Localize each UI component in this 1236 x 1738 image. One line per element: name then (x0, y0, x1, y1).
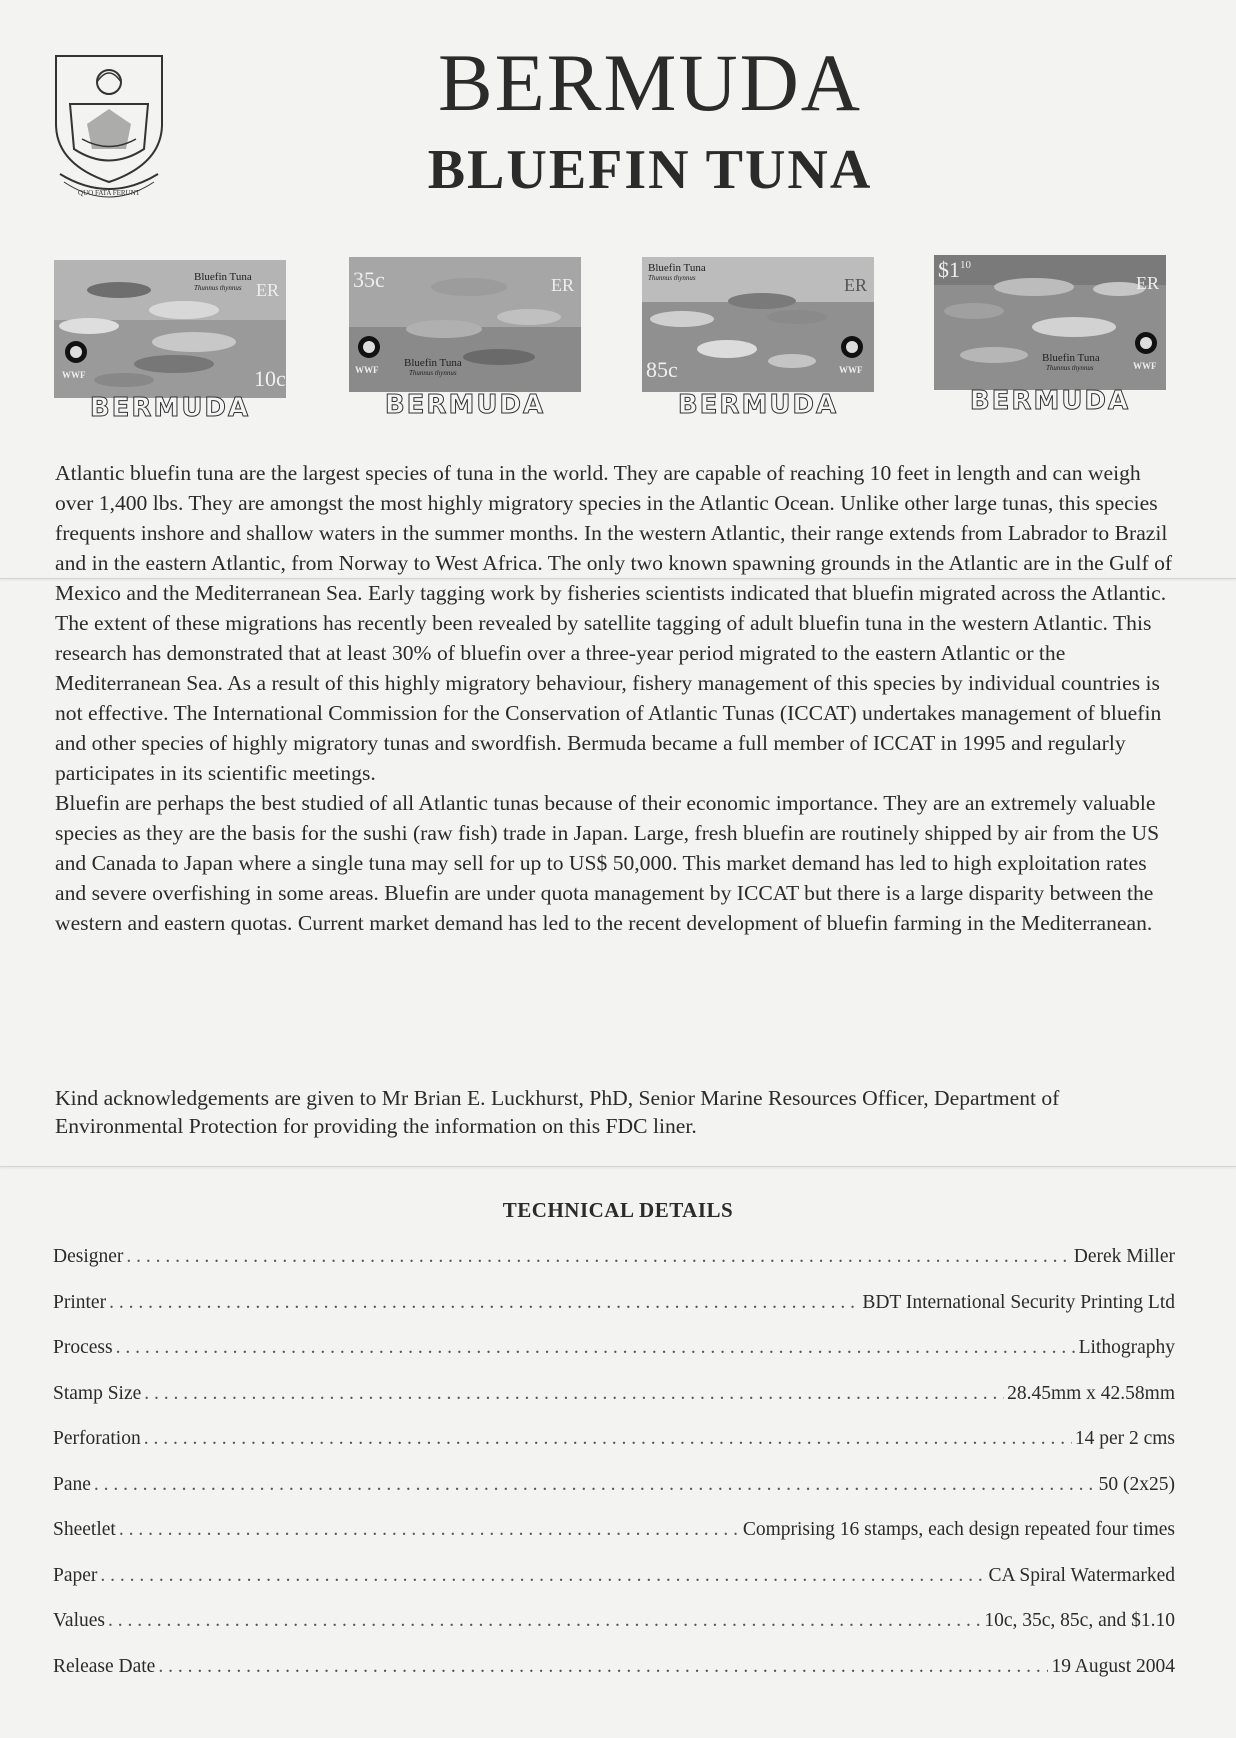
svg-text:Thunnus thynnus: Thunnus thynnus (1046, 364, 1094, 372)
acknowledgement: Kind acknowledgements are given to Mr Brian E. Luckhurst, PhD, Senior Marine Resources Officer, Department of Environmental Protection for providing the information on this FDC liner. (55, 1086, 1060, 1138)
svg-text:BERMUDA: BERMUDA (384, 390, 546, 417)
svg-text:BERMUDA: BERMUDA (969, 386, 1131, 415)
detail-row-sheetlet: Sheetlet . . . Comprising 16 stamps, each design repeated four times (53, 1519, 1175, 1565)
detail-row-designer: Designer . . . Derek Miller (53, 1246, 1175, 1292)
paragraph: Bluefin are perhaps the best studied of all Atlantic tunas because of their economic importance. They are an extremely valuable species as they are the basis for the sushi (raw fish) trade in Japan. Large, fresh bluefin are routinely shipped by air from the US and Canada to Japan where a single tuna may sell for up to US$ 50,000. This market demand has led to high exploitation rates and severe overfishing in some areas. Bluefin are under quota management by ICCAT but there is a large disparity between the western and eastern quotas. Current market demand has led to the recent development of bluefin farming in the Mediterranean. (55, 791, 1160, 935)
svg-text:Bluefin Tuna: Bluefin Tuna (1042, 352, 1100, 364)
svg-text:WWF: WWF (1133, 361, 1157, 371)
svg-text:$110: $\$1^{10}$ (938, 257, 971, 282)
stamp-row (54, 255, 1184, 420)
svg-text:BERMUDA: BERMUDA (89, 393, 251, 420)
page-subtitle: BLUEFIN TUNA (427, 139, 873, 201)
svg-text:Bluefin Tuna: Bluefin Tuna (404, 357, 462, 369)
svg-text:BERMUDA: BERMUDA (677, 390, 839, 417)
svg-text:Bluefin Tuna: Bluefin Tuna (648, 262, 706, 274)
svg-text:QUO FATA FERUNT: QUO FATA FERUNT (78, 189, 140, 197)
stamp-10c (54, 260, 290, 420)
svg-text:Bluefin Tuna: Bluefin Tuna (194, 271, 252, 283)
svg-text:ER: ER (844, 275, 868, 295)
svg-text:Thunnus thynnus: Thunnus thynnus (648, 274, 696, 282)
svg-text:85c: 85c (646, 357, 678, 382)
detail-row-printer: Printer . . . BDT International Security Printing Ltd (53, 1292, 1175, 1338)
detail-row-pane: Pane . . . 50 (2x25) (53, 1474, 1175, 1520)
page-title: BERMUDA (437, 37, 863, 128)
bermuda-coat-of-arms (52, 54, 166, 204)
stamp-85c (642, 257, 878, 417)
article-body (55, 458, 1175, 938)
detail-row-values: Values . . . 10c, 35c, 85c, and $1.10 (53, 1610, 1175, 1656)
svg-text:WWF: WWF (839, 365, 863, 375)
detail-row-perforation: Perforation . . . 14 per 2 cms (53, 1428, 1175, 1474)
fold-line (0, 1166, 1236, 1167)
svg-text:Thunnus thynnus: Thunnus thynnus (409, 369, 457, 377)
detail-row-stamp-size: Stamp Size . . . 28.45mm x 42.58mm (53, 1383, 1175, 1429)
technical-details-list (53, 1246, 1175, 1701)
svg-text:35c: 35c (353, 267, 385, 292)
svg-text:WWF: WWF (62, 370, 86, 380)
svg-text:ER: ER (551, 275, 575, 295)
svg-text:10c: 10c (254, 366, 286, 391)
svg-text:ER: ER (1136, 273, 1160, 293)
stamp-35c (349, 257, 585, 417)
paragraph: Atlantic bluefin tuna are the largest species of tuna in the world. They are capable of reaching 10 feet in length and can weigh over 1,400 lbs. They are amongst the most highly migratory species in the Atlantic Ocean. Unlike other large tunas, this species frequents inshore and shallow waters in the summer months. In the western Atlantic, their range extends from Labrador to Brazil and in the eastern Atlantic, from Norway to West Africa. The only two known spawning grounds in the Atlantic are in the Gulf of Mexico and the Mediterranean Sea. Early tagging work by fisheries scientists indicated that bluefin migrated across the Atlantic. The extent of these migrations has recently been revealed by satellite tagging of adult bluefin tuna in the western Atlantic. This research has demonstrated that at least 30% of bluefin over a three-year period migrated to the eastern Atlantic or the Mediterranean Sea. As a result of this highly migratory behaviour, fishery management of this species by individual countries is not effective. The International Commission for the Conservation of Atlantic Tunas (ICCAT) undertakes management of bluefin and other species of highly migratory tunas and swordfish. Bermuda became a full member of ICCAT in 1995 and regularly participates in its scientific meetings. (55, 461, 1173, 785)
svg-text:Thunnus thynnus: Thunnus thynnus (194, 284, 242, 292)
detail-row-paper: Paper . . . CA Spiral Watermarked (53, 1565, 1175, 1611)
detail-row-release-date: Release Date . . . 19 August 2004 (53, 1656, 1175, 1702)
technical-details-heading: TECHNICAL DETAILS (502, 1198, 734, 1222)
svg-text:WWF: WWF (355, 365, 379, 375)
stamp-1-10 (934, 255, 1170, 415)
detail-row-process: Process . . . Lithography (53, 1337, 1175, 1383)
svg-text:ER: ER (256, 280, 280, 300)
